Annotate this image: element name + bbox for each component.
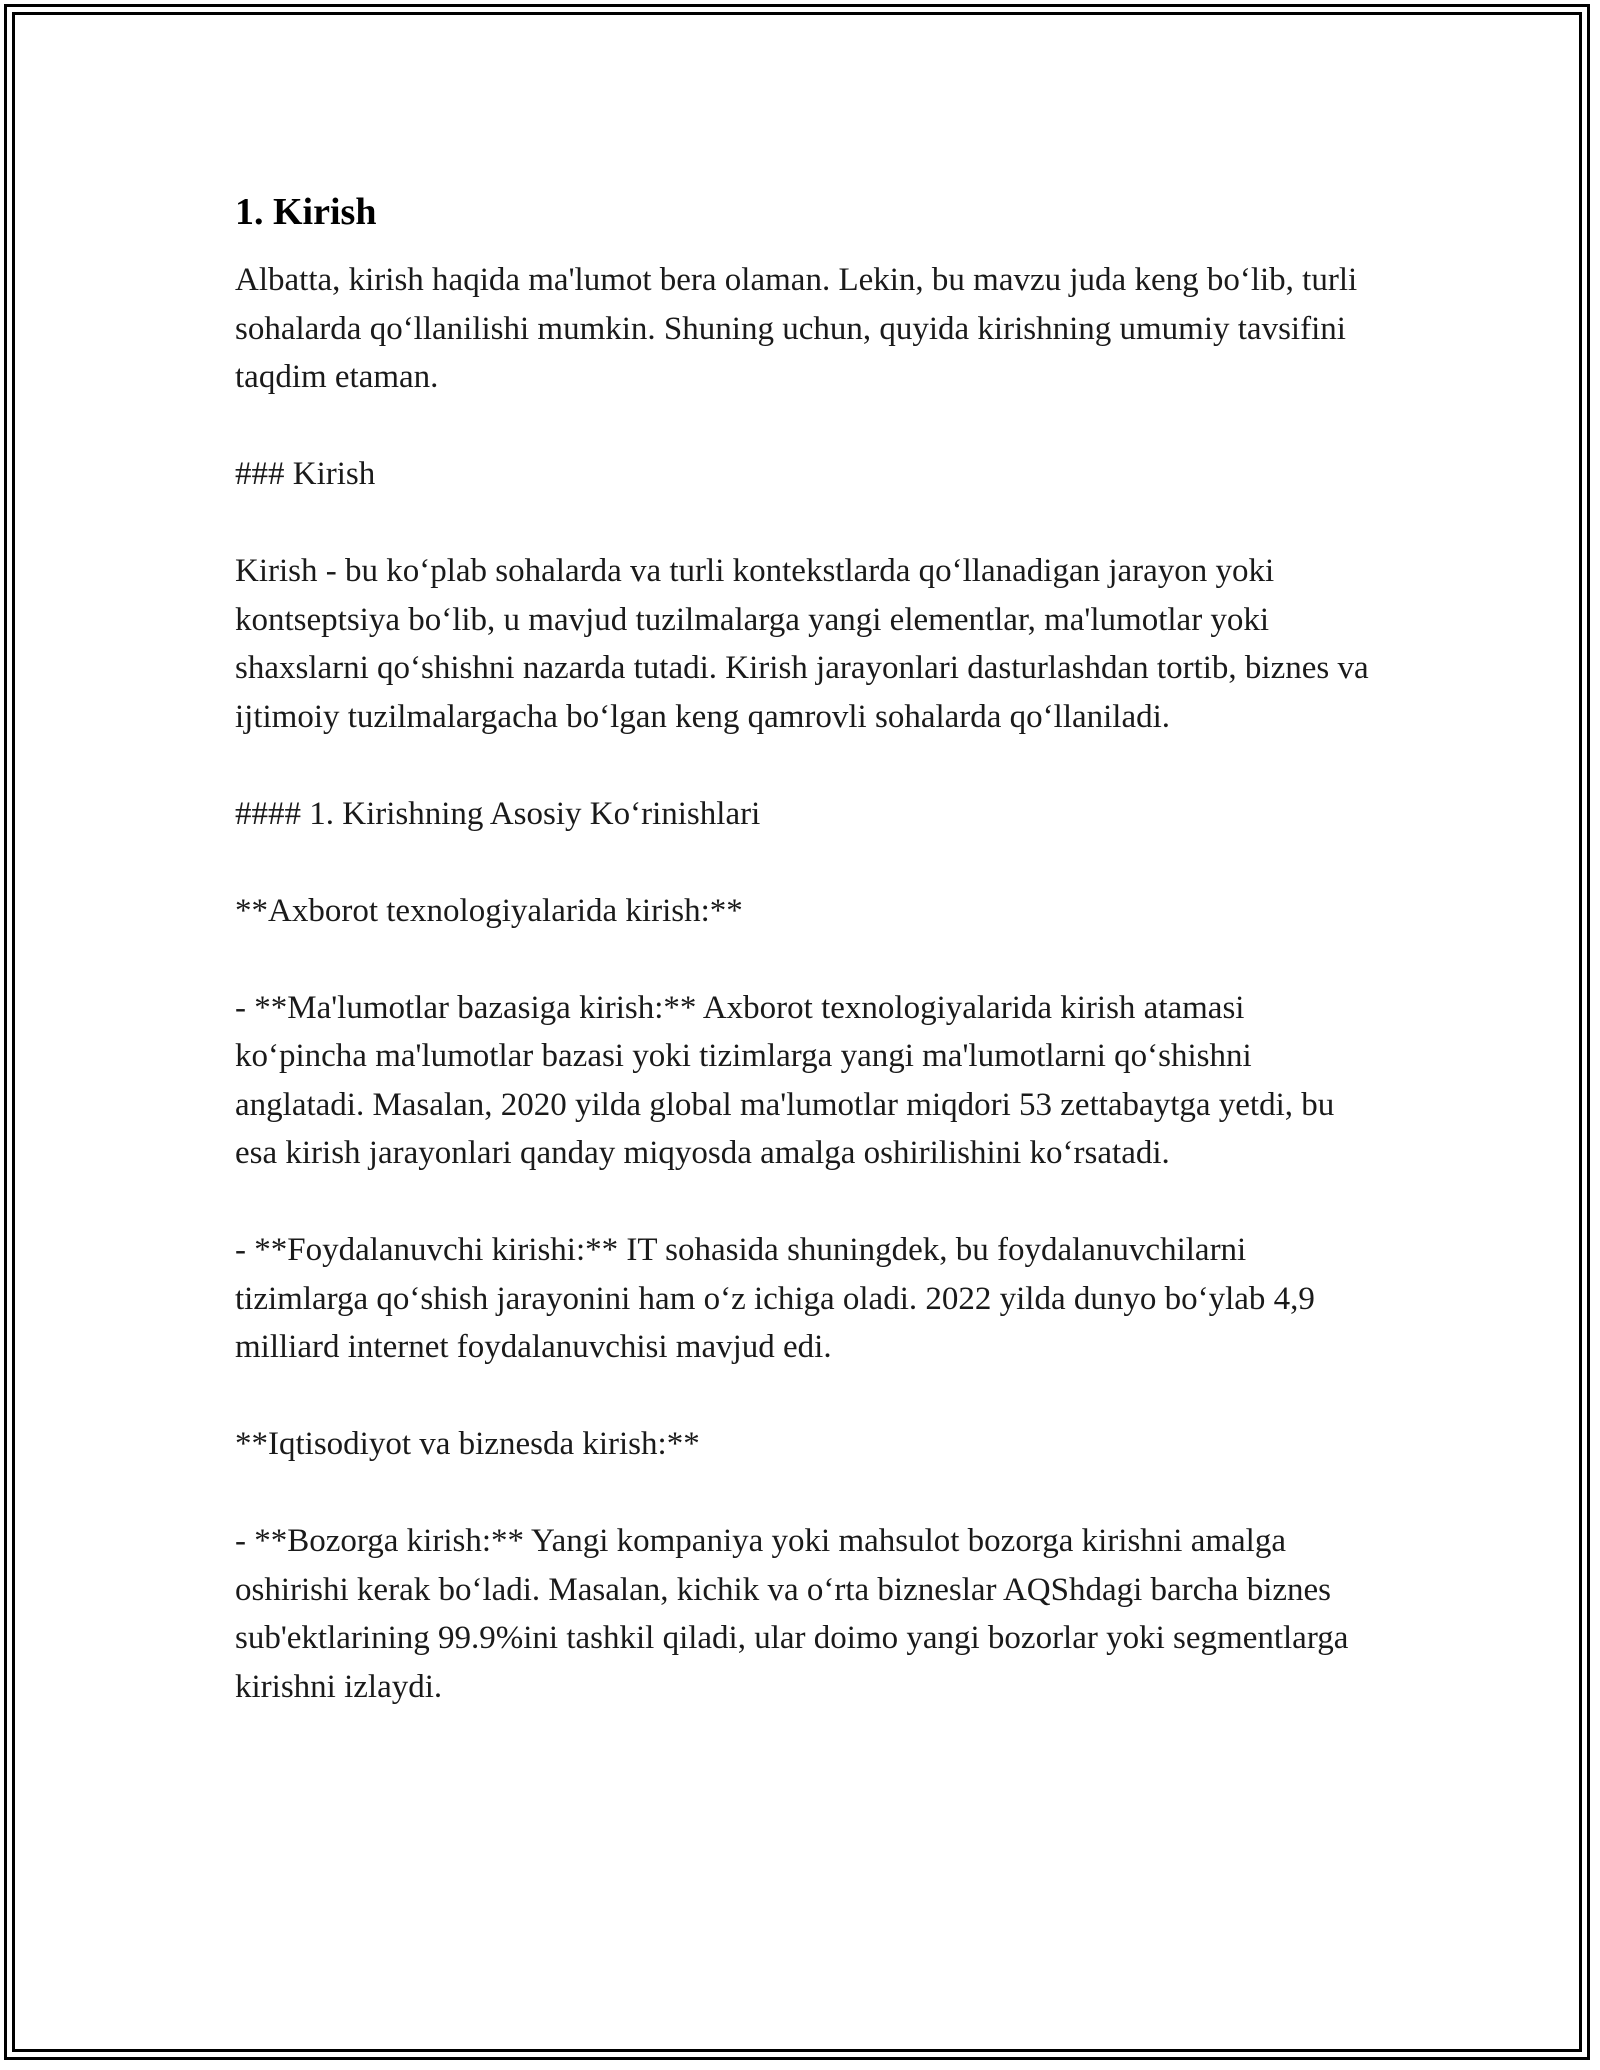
section-title: 1. Kirish (235, 191, 377, 233)
it-section-label: **Axborot texnologiyalarida kirish:** (235, 892, 743, 929)
markdown-heading-kirish: ### Kirish (235, 456, 376, 492)
market-entry-item: - **Bozorga kirish:** Yangi kompaniya yoki mahsulot bozorga kirishni amalga oshirishi kerak bo‘ladi. Masalan, kichik va o‘rta bizneslar AQShdagi barcha biznes sub'ektlarining 99.9%ini tashkil qiladi, ular doimo yangi bozorlar yoki segmentlarga kirishni izlaydi. (235, 1523, 1349, 1705)
markdown-subheading: #### 1. Kirishning Asosiy Ko‘rinishlari (235, 795, 761, 832)
database-entry-item: - **Ma'lumotlar bazasiga kirish:** Axborot texnologiyalarida kirish atamasi ko‘pincha ma'lumotlar bazasi yoki tizimlarga yangi ma'lumotlarni qo‘shishni anglatadi. Masalan, 2020 yilda global ma'lumotlar miqdori 53 zettabaytga yetdi, bu esa kirish jarayonlari qanday miqyosda amalga oshirilishini ko‘rsatadi. (235, 989, 1335, 1171)
user-entry-item: - **Foydalanuvchi kirishi:** IT sohasida shuningdek, bu foydalanuvchilarni tizimlarga qo‘shish jarayonini ham o‘z ichiga oladi. 2022 yilda dunyo bo‘ylab 4,9 milliard internet foydalanuvchisi mavjud edi. (235, 1232, 1315, 1365)
definition-paragraph: Kirish - bu ko‘plab sohalarda va turli kontekstlarda qo‘llanadigan jarayon yoki kontseptsiya bo‘lib, u mavjud tuzilmalarga yangi elementlar, ma'lumotlar yoki shaxslarni qo‘shishni nazarda tutadi. Kirish jarayonlari dasturlashdan tortib, biznes va ijtimoiy tuzilmalargacha bo‘lgan keng qamrovli sohalarda qo‘llaniladi. (235, 553, 1369, 735)
document-body (235, 186, 1375, 1711)
business-section-label: **Iqtisodiyot va biznesda kirish:** (235, 1426, 700, 1462)
intro-paragraph: Albatta, kirish haqida ma'lumot bera olaman. Lekin, bu mavzu juda keng bo‘lib, turli sohalarda qo‘llanilishi mumkin. Shuning uchun, quyida kirishning umumiy tavsifini taqdim etaman. (235, 262, 1358, 395)
